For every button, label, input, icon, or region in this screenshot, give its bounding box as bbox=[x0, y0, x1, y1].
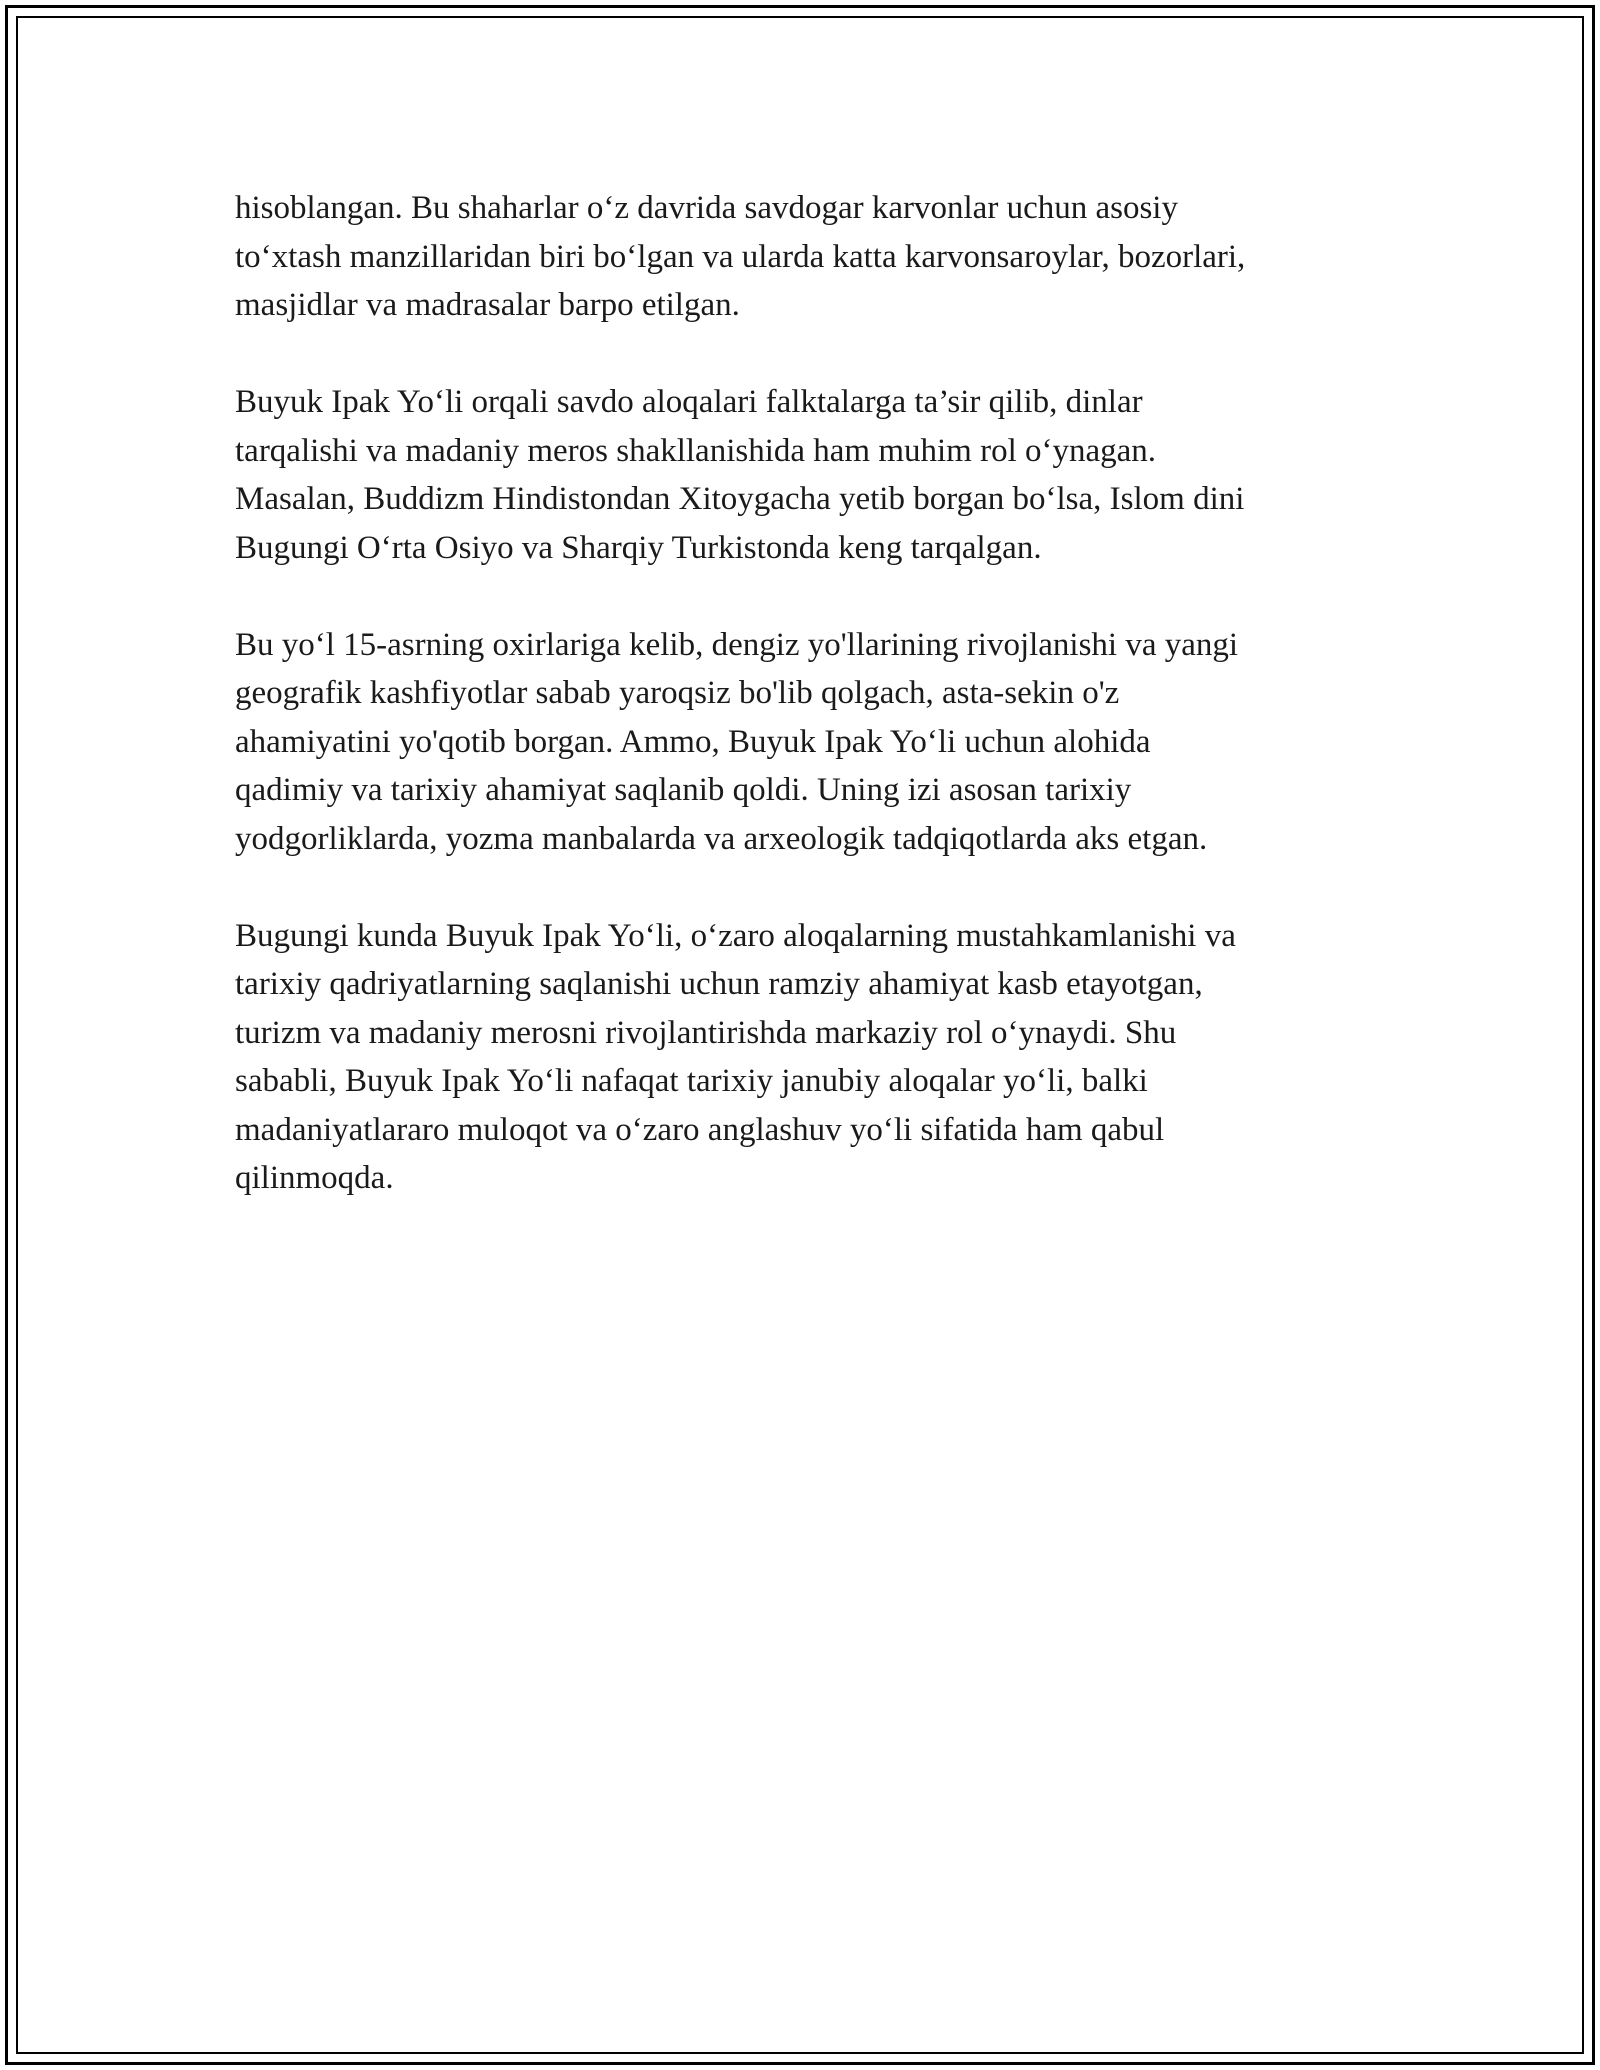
text-line: sababli, Buyuk Ipak Yo‘li nafaqat tarixiy janubiy aloqalar yo‘li, balki bbox=[235, 1063, 1148, 1099]
text-line: Bugungi O‘rta Osiyo va Sharqiy Turkistonda keng tarqalgan. bbox=[235, 529, 1042, 566]
text-line: qilinmoqda. bbox=[235, 1160, 394, 1196]
paragraph-3 bbox=[235, 621, 1365, 864]
text-line: ahamiyatini yo'qotib borgan. Ammo, Buyuk Ipak Yo‘li uchun alohida bbox=[235, 723, 1151, 760]
text-line: geografik kashfiyotlar sabab yaroqsiz bo'lib qolgach, asta-sekin o'z bbox=[235, 675, 1120, 711]
text-line: Bugungi kunda Buyuk Ipak Yo‘li, o‘zaro aloqalarning mustahkamlanishi va bbox=[235, 917, 1236, 954]
paragraph-1 bbox=[235, 184, 1365, 330]
text-line: Bu yo‘l 15-asrning oxirlariga kelib, dengiz yo'llarining rivojlanishi va yangi bbox=[235, 626, 1239, 663]
text-line: yodgorliklarda, yozma manbalarda va arxeologik tadqiqotlarda aks etgan. bbox=[235, 820, 1208, 857]
paragraph-4 bbox=[235, 912, 1365, 1203]
document-body bbox=[235, 184, 1365, 1251]
text-line: qadimiy va tarixiy ahamiyat saqlanib qoldi. Uning izi asosan tarixiy bbox=[235, 772, 1132, 808]
text-line: tarqalishi va madaniy meros shakllanishida ham muhim rol o‘ynagan. bbox=[235, 432, 1157, 469]
text-line: tarixiy qadriyatlarning saqlanishi uchun ramziy ahamiyat kasb etayotgan, bbox=[235, 966, 1203, 1002]
text-line: hisoblangan. Bu shaharlar o‘z davrida savdogar karvonlar uchun asosiy bbox=[235, 190, 1178, 226]
text-line: Masalan, Buddizm Hindistondan Xitoygacha yetib borgan bo‘lsa, Islom dini bbox=[235, 481, 1245, 517]
text-line: to‘xtash manzillaridan biri bo‘lgan va ularda katta karvonsaroylar, bozorlari, bbox=[235, 238, 1246, 275]
text-line: madaniyatlararo muloqot va o‘zaro anglashuv yo‘li sifatida ham qabul bbox=[235, 1111, 1165, 1148]
text-line: Buyuk Ipak Yo‘li orqali savdo aloqalari falktalarga ta’sir qilib, dinlar bbox=[235, 384, 1143, 420]
paragraph-2 bbox=[235, 378, 1365, 572]
text-line: turizm va madaniy merosni rivojlantirishda markaziy rol o‘ynaydi. Shu bbox=[235, 1014, 1177, 1051]
text-line: masjidlar va madrasalar barpo etilgan. bbox=[235, 287, 740, 323]
